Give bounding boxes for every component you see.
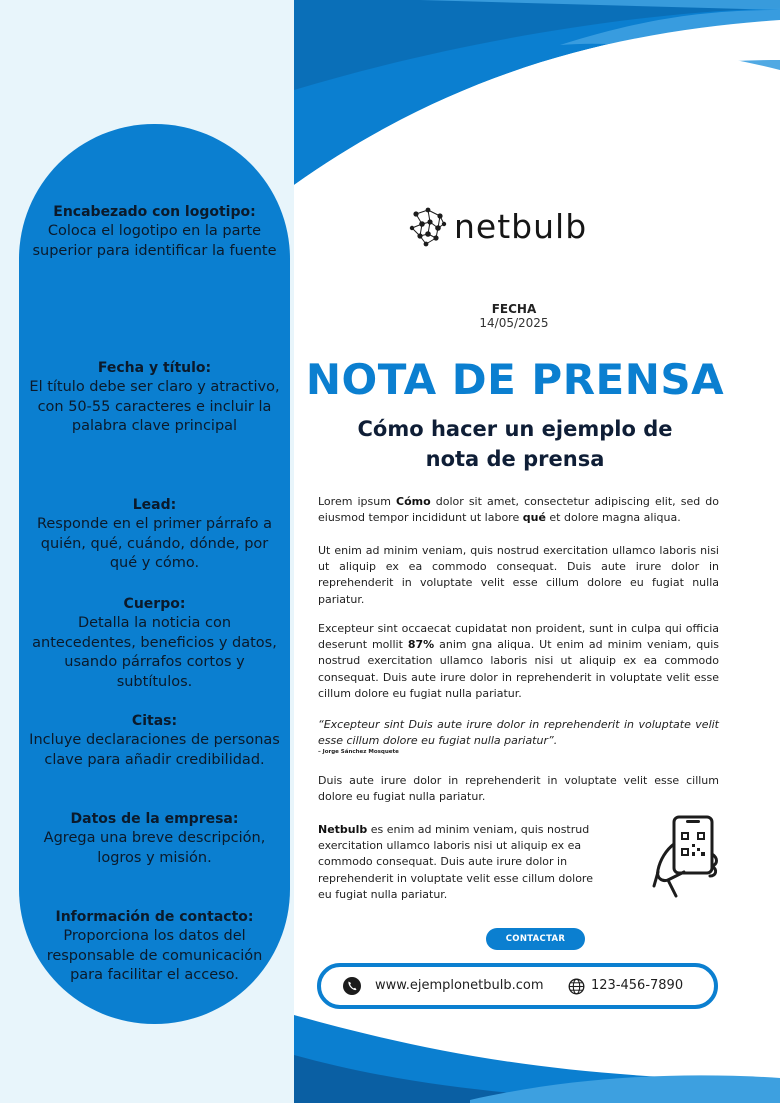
text: Lorem ipsum (318, 495, 397, 508)
tip-title: Lead: (132, 497, 177, 513)
contact-button[interactable]: CONTACTAR (486, 928, 585, 950)
phone-icon (343, 977, 361, 995)
tip-body: Incluye declaraciones de personas clave para añadir credibilidad. (29, 732, 280, 768)
text: anim gna aliqua. Ut enim ad minim veniam, quis nostrud exercitation ullamco laboris nisi ut aliquip ex ea commodo consequat. Duis aute irure dolor in reprehenderit in voluptate velit esse cillum dolore eu fugiat nulla pariatur. (318, 638, 719, 700)
text: Excepteur sint occaecat cupidatat non proident, sunt in culpa qui officia deserunt mollit (318, 622, 719, 652)
page-subtitle: Cómo hacer un ejemplo de nota de prensa (357, 417, 673, 471)
paragraph-lead (318, 494, 719, 526)
phone-qr-icon (652, 814, 722, 900)
tip-body: Responde en el primer párrafo a quién, qué, cuándo, dónde, por qué y cómo. (36, 516, 273, 571)
website-link[interactable]: www.ejemplonetbulb.com (375, 978, 544, 993)
tip-date-title (19, 359, 290, 437)
quote: “Excepteur sint Duis aute irure dolor in reprehenderit in voluptate velit esse cillum dolore eu fugiat nulla pariatur”. (318, 718, 719, 748)
tip-quotes (19, 712, 290, 770)
paragraph-4: Duis aute irure dolor in reprehenderit in voluptate velit esse cillum dolore eu fugiat nulla pariatur. (318, 774, 719, 804)
date-label: FECHA (491, 302, 537, 316)
paragraph-3 (318, 621, 719, 702)
text: et dolore magna aliqua. (545, 511, 681, 525)
tip-body: Detalla la noticia con antecedentes, beneficios y datos, usando párrafos cortos y subtítulos. (32, 615, 277, 690)
quote-author: – Jorge Sánchez Mosquete (318, 749, 399, 755)
tip-logo (19, 203, 290, 261)
contact-bar (317, 963, 718, 1009)
date-value: 14/05/2025 (479, 316, 549, 330)
phone-number[interactable]: 123-456-7890 (591, 978, 684, 993)
text: es enim ad minim veniam, quis nostrud exercitation ullamco laboris nisi ut aliquip ex ea commodo consequat. Duis aute irure dolor in reprehenderit in voluptate velit esse cillum dolore eu fugiat nulla pariatur. (318, 823, 593, 901)
tip-body-section (19, 595, 290, 692)
bold-text: Cómo (396, 495, 431, 508)
tip-title: Citas: (131, 713, 178, 729)
tip-title: Encabezado con logotipo: (53, 204, 256, 220)
tip-contact (19, 908, 290, 986)
tip-body: Coloca el logotipo en la parte superior para identificar la fuente (32, 223, 277, 259)
tip-title: Datos de la empresa: (70, 811, 239, 827)
tip-body: El título debe ser claro y atractivo, con 50-55 caracteres e incluir la palabra clave principal (29, 379, 280, 434)
company-logo (408, 205, 608, 249)
bold-text: Netbulb (318, 823, 368, 836)
tip-title: Cuerpo: (123, 596, 186, 612)
globe-icon (568, 978, 585, 995)
tip-body: Proporciona los datos del responsable de comunicación para facilitar el acceso. (46, 928, 263, 983)
tip-title: Fecha y título: (97, 360, 212, 376)
paragraph-company (318, 822, 600, 903)
logo-network-icon (408, 206, 448, 248)
tip-company (19, 810, 290, 868)
paragraph-2: Ut enim ad minim veniam, quis nostrud exercitation ullamco laboris nisi ut aliquip ex ea commodo consequat. Duis aute irure dolor in reprehenderit in voluptate velit esse cillum dolore eu fugiat nulla pariatur. (318, 544, 719, 606)
tip-title: Información de contacto: (55, 909, 254, 925)
tips-sidebar (19, 124, 290, 1024)
bold-text: qué (522, 511, 546, 525)
bold-text: 87% (407, 638, 435, 652)
tip-body: Agrega una breve descripción, logros y misión. (43, 830, 266, 866)
page-title: NOTA DE PRENSA (305, 355, 725, 404)
logo-text: netbulb (454, 207, 588, 246)
tip-lead (19, 496, 290, 574)
text: dolor sit amet, consectetur adipiscing elit, sed do eiusmod tempor incididunt ut labore (318, 495, 719, 525)
